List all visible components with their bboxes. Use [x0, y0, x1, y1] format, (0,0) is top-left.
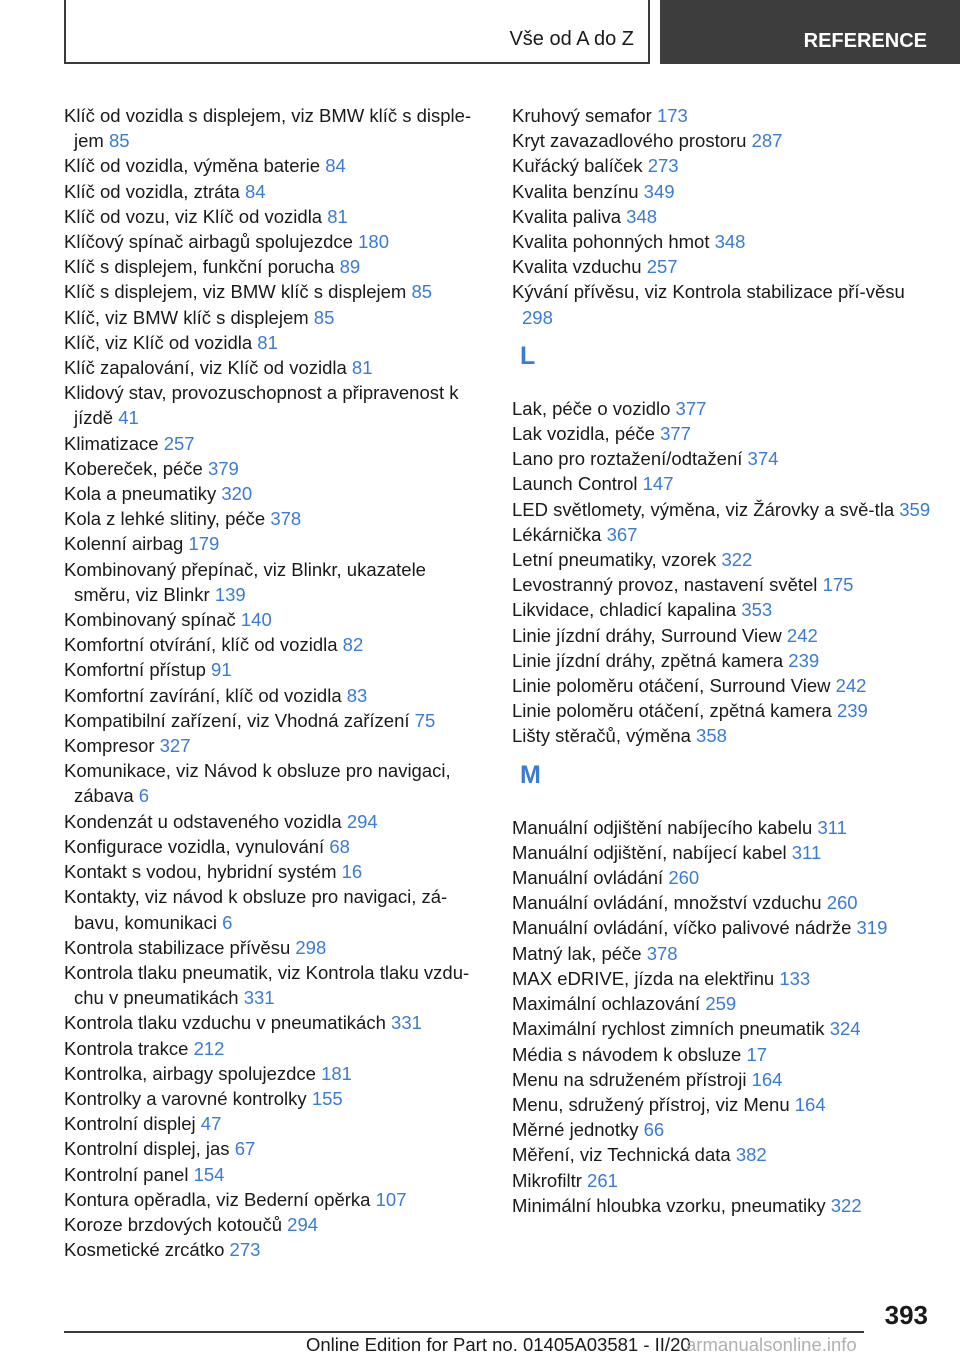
page-link[interactable]: 320 [221, 483, 253, 505]
page-link[interactable]: 164 [751, 1068, 783, 1090]
page-link[interactable]: 17 [746, 1043, 768, 1065]
index-entry [64, 960, 484, 1010]
page-link[interactable]: 377 [660, 423, 691, 445]
index-entry-text: Kontakty, viz návod k obsluze pro navigaci, zá‐bavu, komunikaci [64, 886, 448, 933]
index-entry-text: Kontakt s vodou, hybridní systém [64, 861, 337, 883]
index-entry [512, 597, 932, 622]
page-link[interactable]: 382 [735, 1144, 767, 1166]
index-entry-text: Kvalita benzínu [512, 180, 639, 202]
page-link[interactable]: 298 [295, 936, 327, 958]
page-link[interactable]: 367 [606, 523, 638, 545]
page-link[interactable]: 81 [351, 357, 373, 379]
page-link[interactable]: 6 [138, 785, 150, 807]
index-entry [512, 497, 932, 522]
index-entry [64, 657, 484, 682]
index-entry-text: Klíč zapalování, viz Klíč od vozidla [64, 357, 347, 379]
index-entry-text: Kontrolní displej, jas [64, 1138, 230, 1160]
index-entry-text: Maximální ochlazování [512, 993, 701, 1015]
index-entry-text: Kontrola trakce [64, 1037, 189, 1059]
index-entry [512, 153, 932, 178]
page-link[interactable]: 273 [229, 1239, 261, 1261]
index-entry-text: Lékárnička [512, 523, 602, 545]
index-entry [512, 1193, 932, 1218]
index-entry [512, 446, 932, 471]
page-link[interactable]: 261 [587, 1169, 618, 1191]
index-entry [64, 1162, 484, 1187]
page-link[interactable]: 322 [830, 1194, 862, 1216]
index-entry [512, 648, 932, 673]
page-link[interactable]: 155 [311, 1087, 343, 1109]
index-entry-text: Kontrola tlaku vzduchu v pneumatikách [64, 1012, 386, 1034]
index-entry [64, 355, 484, 380]
index-entry-text: Kvalita paliva [512, 205, 622, 227]
index-entry-text: Launch Control [512, 473, 638, 495]
page-link[interactable]: 180 [358, 231, 389, 253]
footer-divider [64, 1331, 864, 1333]
index-entry-text: Kruhový semafor [512, 105, 652, 126]
index-entry [64, 1061, 484, 1086]
index-group-l [512, 396, 932, 749]
index-entry [64, 935, 484, 960]
index-entry [64, 531, 484, 556]
page-link[interactable]: 377 [675, 397, 707, 419]
index-entry [64, 708, 484, 733]
index-entry-text: Kvalita pohonných hmot [512, 231, 710, 253]
page-link[interactable]: 348 [626, 205, 658, 227]
page-link[interactable]: 242 [786, 624, 818, 646]
index-entry [64, 758, 484, 808]
index-entry-text: Manuální odjištění nabíjecího kabelu [512, 816, 813, 838]
page-link[interactable]: 374 [747, 448, 779, 470]
index-entry-text: Lišty stěračů, výměna [512, 725, 691, 747]
index-entry-text: Kombinovaný spínač [64, 609, 236, 631]
index-entry-text: Komfortní zavírání, klíč od vozidla [64, 684, 342, 706]
index-entry-text: MAX eDRIVE, jízda na elektřinu [512, 967, 775, 989]
page-link[interactable]: 331 [391, 1012, 422, 1034]
index-entry [512, 1016, 932, 1041]
index-entry-text: Kontrolní panel [64, 1163, 189, 1185]
index-entry [64, 330, 484, 355]
index-entry [512, 815, 932, 840]
page-link[interactable]: 311 [791, 841, 822, 863]
index-entry [512, 204, 932, 229]
index-entry-text: Kontrola tlaku pneumatik, viz Kontrola tlaku vzdu‐chu v pneumatikách [64, 961, 470, 1009]
index-entry-text: Linie jízdní dráhy, Surround View [512, 624, 782, 646]
page-link[interactable]: 75 [414, 709, 436, 731]
index-entry-text: Klidový stav, provozuschopnost a připravenost k jízdě [64, 382, 459, 429]
page-link[interactable]: 41 [118, 407, 139, 429]
index-entry-text: Kobereček, péče [64, 457, 203, 479]
index-entry-text: Likvidace, chladicí kapalina [512, 599, 737, 621]
index-entry [512, 572, 932, 597]
index-entry-text: Kompatibilní zařízení, viz Vhodná zařízení [64, 709, 410, 731]
watermark-text: armanualsonline.info [686, 1334, 857, 1355]
index-entry-text: Manuální ovládání, víčko palivové nádrže [512, 917, 852, 939]
index-entry [64, 1136, 484, 1161]
index-entry-text: Konfigurace vozidla, vynulování [64, 835, 325, 857]
index-entry-text: Kola z lehké slitiny, péče [64, 508, 266, 530]
page-link[interactable]: 353 [741, 599, 773, 621]
index-entry [512, 723, 932, 748]
index-entry-text: Mikrofiltr [512, 1169, 582, 1191]
index-entry-text: Kývání přívěsu, viz Kontrola stabilizace pří‐věsu [512, 281, 905, 303]
index-entry-text: Měrné jednotky [512, 1119, 639, 1141]
letter-heading-m: M [520, 760, 541, 789]
index-entry [64, 204, 484, 229]
index-entry-text: Levostranný provoz, nastavení světel [512, 574, 818, 596]
page-link[interactable]: 16 [341, 861, 363, 883]
index-entry [64, 254, 484, 279]
index-entry [64, 632, 484, 657]
index-entry [512, 840, 932, 865]
page-link[interactable]: 287 [751, 130, 783, 152]
index-entry [64, 859, 484, 884]
index-entry-text: Klíč, viz BMW klíč s displejem [64, 306, 309, 328]
index-entry-text: Kontrola stabilizace přívěsu [64, 936, 291, 958]
edition-text: Online Edition for Part no. 01405A03581 - II/20 [306, 1334, 691, 1355]
index-entry-text: Kontrolka, airbagy spolujezdce [64, 1062, 316, 1084]
index-entry [512, 396, 932, 421]
index-entry [64, 809, 484, 834]
index-entry-text: Lano pro roztažení/odtažení [512, 448, 743, 470]
page-link[interactable]: 327 [159, 735, 191, 757]
index-entry-text: Maximální rychlost zimních pneumatik [512, 1018, 825, 1040]
index-entry-text: Kontura opěradla, viz Bederní opěrka [64, 1188, 371, 1210]
index-entry [512, 279, 932, 329]
page-link[interactable]: 173 [656, 105, 688, 126]
index-entry [512, 254, 932, 279]
index-entry-text: Kontrolky a varovné kontrolky [64, 1087, 307, 1109]
index-entry-text: Kondenzát u odstaveného vozidla [64, 810, 342, 832]
index-entry-text: Komfortní přístup [64, 659, 206, 681]
index-entry [512, 966, 932, 991]
page-link[interactable]: 154 [193, 1163, 225, 1185]
index-entry-text: LED světlomety, výměna, viz Žárovky a svě‐tla [512, 498, 895, 520]
page-link[interactable]: 259 [705, 993, 737, 1015]
index-entry-text: Klíč od vozidla, výměna baterie [64, 155, 321, 177]
index-entry-text: Klíč s displejem, viz BMW klíč s displejem [64, 281, 407, 303]
index-entry [64, 834, 484, 859]
page-link[interactable]: 260 [668, 867, 700, 889]
index-entry [512, 865, 932, 890]
index-entry [512, 547, 932, 572]
page-link[interactable]: 175 [822, 574, 854, 596]
page-link[interactable]: 140 [240, 609, 272, 631]
index-entry [64, 1086, 484, 1111]
index-entry-text: Kontrolní displej [64, 1113, 196, 1135]
index-entry-text: Kombinovaný přepínač, viz Blinkr, ukazatele směru, viz Blinkr [64, 558, 426, 605]
index-entry [512, 179, 932, 204]
index-entry [512, 915, 932, 940]
index-entry [64, 431, 484, 456]
page-link[interactable]: 322 [721, 549, 753, 571]
index-column-right [512, 103, 932, 1218]
page-link[interactable]: 257 [646, 256, 678, 278]
index-entry [64, 683, 484, 708]
index-entry-text: Letní pneumatiky, vzorek [512, 549, 717, 571]
page-link[interactable]: 319 [856, 917, 888, 939]
index-entry-text: Komfortní otvírání, klíč od vozidla [64, 634, 338, 656]
index-entry [512, 471, 932, 496]
index-entry-text: Klíč od vozu, viz Klíč od vozidla [64, 205, 323, 227]
index-entry [64, 607, 484, 632]
page-link[interactable]: 349 [643, 180, 675, 202]
page-link[interactable]: 358 [696, 725, 727, 747]
page-link[interactable]: 379 [207, 457, 239, 479]
index-entry [64, 229, 484, 254]
index-group-m [512, 815, 932, 1218]
page-link[interactable]: 239 [788, 649, 820, 671]
index-entry [64, 1237, 484, 1262]
index-entry-text: Klíč s displejem, funkční porucha [64, 256, 335, 278]
index-entry [64, 1010, 484, 1035]
index-entry-text: Klíč, viz Klíč od vozidla [64, 331, 253, 353]
index-entry-text: Kompresor [64, 735, 155, 757]
index-entry [64, 279, 484, 304]
page-link[interactable]: 359 [899, 498, 931, 520]
index-entry-text: Kvalita vzduchu [512, 256, 642, 278]
index-entry-text: Manuální ovládání, množství vzduchu [512, 892, 822, 914]
page-link[interactable]: 257 [163, 432, 195, 454]
index-entry [64, 179, 484, 204]
page-link[interactable]: 260 [826, 892, 858, 914]
index-entry [64, 380, 484, 430]
page-link[interactable]: 84 [244, 180, 266, 202]
index-entry [64, 1187, 484, 1212]
page-link[interactable]: 82 [342, 634, 364, 656]
index-entry [512, 1067, 932, 1092]
index-entry [512, 673, 932, 698]
page-link[interactable]: 147 [642, 473, 674, 495]
index-entry-text: Kosmetické zrcátko [64, 1239, 225, 1261]
index-entry [512, 1168, 932, 1193]
page-link[interactable]: 81 [327, 205, 348, 227]
index-entry-text: Kryt zavazadlového prostoru [512, 130, 747, 152]
page-link[interactable]: 239 [836, 700, 868, 722]
index-entry [64, 305, 484, 330]
index-entry [64, 733, 484, 758]
index-group-k [512, 103, 932, 330]
index-entry [512, 1092, 932, 1117]
index-entry-text: Menu na sdruženém přístroji [512, 1068, 747, 1090]
page-link[interactable]: 311 [817, 816, 847, 838]
page-link[interactable]: 83 [346, 684, 368, 706]
page-link[interactable]: 331 [243, 987, 275, 1009]
page-link[interactable]: 85 [411, 281, 433, 303]
index-entry [64, 481, 484, 506]
letter-heading-l: L [520, 341, 536, 370]
page-link[interactable]: 133 [779, 967, 811, 989]
index-entry [64, 1111, 484, 1136]
index-entry-text: Klimatizace [64, 432, 159, 454]
index-entry [512, 991, 932, 1016]
index-entry-text: Menu, sdružený přístroj, viz Menu [512, 1093, 790, 1115]
section-title: Vše od A do Z [509, 28, 634, 50]
index-entry-text: Linie poloměru otáčení, Surround View [512, 675, 831, 697]
index-entry [512, 421, 932, 446]
index-entry-text: Kola a pneumatiky [64, 483, 217, 505]
index-entry [64, 1036, 484, 1061]
index-entry [512, 128, 932, 153]
index-entry-text: Matný lak, péče [512, 942, 642, 964]
page-link[interactable]: 179 [188, 533, 220, 555]
page-link[interactable]: 85 [108, 130, 130, 152]
index-entry [64, 456, 484, 481]
index-entry [512, 1042, 932, 1067]
page-link[interactable]: 47 [200, 1113, 222, 1135]
index-entry [64, 557, 484, 607]
index-entry [64, 884, 484, 934]
page-link[interactable]: 324 [829, 1018, 861, 1040]
index-entry-text: Kuřácký balíček [512, 155, 643, 177]
index-entry [512, 229, 932, 254]
index-entry-text: Minimální hloubka vzorku, pneumatiky [512, 1194, 826, 1216]
index-entry [64, 1212, 484, 1237]
page-link[interactable]: 91 [211, 659, 232, 681]
index-entry [512, 698, 932, 723]
page-link[interactable]: 89 [339, 256, 361, 278]
page-link[interactable]: 139 [214, 583, 246, 605]
page-link[interactable]: 68 [329, 835, 350, 857]
index-entry [512, 890, 932, 915]
header-box [64, 0, 650, 64]
index-entry-text: Lak, péče o vozidlo [512, 397, 671, 419]
index-entry-text: Manuální ovládání [512, 867, 664, 889]
index-entry [512, 1117, 932, 1142]
page-link[interactable]: 348 [714, 231, 746, 253]
page-link[interactable]: 212 [193, 1037, 225, 1059]
page-link[interactable]: 298 [522, 306, 553, 328]
index-entry [64, 506, 484, 531]
index-entry [64, 153, 484, 178]
page-link[interactable]: 164 [794, 1093, 826, 1115]
index-entry-text: Komunikace, viz Návod k obsluze pro navigaci, zábava [64, 760, 451, 807]
index-entry-text: Koroze brzdových kotoučů [64, 1213, 283, 1235]
page-link[interactable]: 81 [257, 331, 278, 353]
index-entry-text: Klíč od vozidla, ztráta [64, 180, 240, 202]
index-entry-text: Měření, viz Technická data [512, 1144, 731, 1166]
page-link[interactable]: 85 [313, 306, 335, 328]
page-link[interactable]: 67 [234, 1138, 256, 1160]
page-link[interactable]: 294 [287, 1213, 319, 1235]
page-link[interactable]: 181 [321, 1062, 352, 1084]
page-link[interactable]: 378 [270, 508, 302, 530]
index-entry [512, 522, 932, 547]
reference-tab [660, 0, 960, 64]
index-entry [64, 103, 484, 153]
page-link[interactable]: 107 [375, 1188, 407, 1210]
index-entry-text: Kolenní airbag [64, 533, 184, 555]
page-link[interactable]: 66 [643, 1119, 665, 1141]
page-link[interactable]: 294 [346, 810, 378, 832]
index-entry [512, 941, 932, 966]
index-entry [512, 623, 932, 648]
index-column-left [64, 103, 484, 1262]
page-number: 393 [884, 1300, 928, 1330]
page-link[interactable]: 378 [646, 942, 678, 964]
index-entry [512, 103, 932, 128]
index-entry [512, 1142, 932, 1167]
page-link[interactable]: 84 [325, 155, 346, 177]
page-link[interactable]: 242 [835, 675, 867, 697]
page-link[interactable]: 273 [647, 155, 679, 177]
index-entry-text: Linie jízdní dráhy, zpětná kamera [512, 649, 784, 671]
index-entry-text: Klíčový spínač airbagů spolujezdce [64, 231, 353, 253]
reference-tab-label: REFERENCE [803, 30, 927, 52]
index-entry-text: Klíč od vozidla s displejem, viz BMW klíč s disple‐jem [64, 105, 472, 152]
index-entry-text: Média s návodem k obsluze [512, 1043, 742, 1065]
index-entry-text: Manuální odjištění, nabíjecí kabel [512, 841, 787, 863]
index-entry-text: Linie poloměru otáčení, zpětná kamera [512, 700, 832, 722]
index-entry-text: Lak vozidla, péče [512, 423, 655, 445]
page-link[interactable]: 6 [222, 911, 233, 933]
